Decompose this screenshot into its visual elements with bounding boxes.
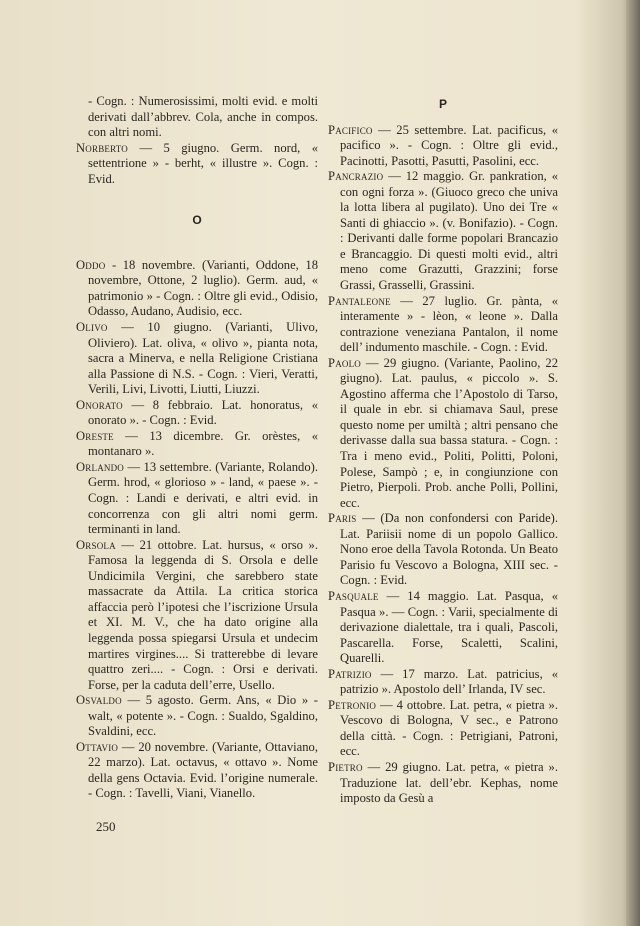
entry-pantaleone [328,294,558,356]
section-heading-p: P [438,97,447,111]
headword: Orsola [76,537,116,552]
entry-pietro [328,760,558,807]
entry-text: — (Da non confondersi con Paride). Lat. Pariisii nome di un popolo Gallico. Nono eroe della Tavola Rotonda. Un Beato Parisio fu Vescovo a Bologna, XIII sec. - Cogn. : Evid. [340,511,558,588]
entry-ottavio [76,740,318,802]
entry-paolo [328,356,558,511]
entry-patrizio [328,667,558,698]
entry-oreste [76,429,318,460]
entry-text: - 18 novembre. (Varianti, Oddone, 18 novembre, Ottone, 2 luglio). Germ. aud, « patrimonio » - Cogn. : Oltre gli evid., Odisio, Odasso, Audano, Audisio, ecc. [88,257,318,319]
entry-text: — 5 agosto. Germ. Ans, « Dio » - walt, « potente ». - Cogn. : Sualdo, Sgaldino, Svaldini, ecc. [88,693,318,739]
entry-pacifico [328,123,558,170]
entry-olivo [76,320,318,398]
entry-text: — 13 settembre. (Variante, Rolando). Germ. hrod, « glorioso » - land, « paese ». - Cogn. : Landi e derivati, e altri evid. in concorrenza con gli altri nomi germ. terminanti in land. [88,459,318,537]
headword: Oreste [76,428,114,443]
entry-pancrazio [328,169,558,293]
entry-oddo [76,258,318,320]
headword: Olivo [76,320,108,335]
page-number: 250 [96,819,116,834]
headword: Osvaldo [76,693,122,708]
entry-text: — 10 giugno. (Varianti, Ulivo, Oliviero). Lat. oliva, « olivo », pianta nota, sacra a Minerva, e nella Religione Cristiana alla Passione di N.S. - Cogn. : Vieri, Veratti, Verili, Livi, Livotti, Liutti, Liuzzi. [88,320,318,397]
headword: Paolo [328,355,362,370]
headword: Paris [328,511,357,526]
entry-norberto [76,141,318,188]
entry-onorato [76,398,318,429]
headword: Petronio [328,697,377,712]
entry-text: — 29 giugno. Lat. petra, « pietra ». Traduzione lat. dell’ebr. Kephas, nome imposto da Gesù a [340,759,558,806]
headword: Pancrazio [328,169,384,184]
entry-text: — 17 marzo. Lat. patricius, « patrizio ». Apostolo dell’ Irlanda, IV sec. [340,666,558,697]
headword: Patrizio [328,666,372,681]
headword: Pacifico [328,122,373,137]
headword: Pantaleone [328,293,391,308]
entry-paris [328,511,558,589]
entry-text: — 27 luglio. Gr. pànta, « interamente » - lèon, « leone ». Dalla contrazione veneziana Pantalon, il nome dell’ indumento maschile. - Cogn. : Evid. [340,293,558,355]
entry-text: — 13 dicembre. Gr. orèstes, « montanaro ». [88,428,318,459]
headword: Pietro [328,759,363,774]
entry-osvaldo [76,693,318,740]
page-edge [626,0,640,926]
entry-text: — 12 maggio. Gr. pankration, « con ogni forza ». (Giuoco greco che univa la lotta libera al pugilato). Uno dei Tre « Santi di ghiaccio ». (v. Bonifazio). - Cogn. : Derivanti dalle forme popolari Brancazio e Brancaggio. Di questi molti evid., altri meno come Grazutti, Grazzini; forse Grassi, Grasselli, Grassini. [340,169,558,293]
headword: Orlando [76,459,124,474]
headword: Ottavio [76,739,119,754]
entry-orsola [76,538,318,693]
entry-text: — 25 settembre. Lat. pacificus, « pacifico ». - Cogn. : Oltre gli evid., Pacinotti, Pasotti, Pasutti, Pasolini, ecc. [340,122,558,168]
entry-text: — 8 febbraio. Lat. honoratus, « onorato ». - Cogn. : Evid. [88,397,318,428]
headword: Norberto [76,140,128,155]
left-column [76,94,318,802]
continuation-text: - Cogn. : Numerosissimi, molti evid. e molti derivati dall’abbrev. Cola, anche in compos. con altri nomi. [88,94,318,140]
entry-text: — 29 giugno. (Variante, Paolino, 22 giugno). Lat. paulus, « piccolo ». S. Agostino afferma che l’Apostolo di Tarso, il quale in ebr. si chiamava Saul, prese questo nome per umiltà ; altri pensano che derivasse dalla sua bassa statura. - Cogn. : Tra i meno evid., Politi, Politti, Poloni, Polese, Sampò ; e, in congiunzione con Pietro, Pierpoli. Prob. anche Polli, Pollini, ecc. [340,355,558,510]
entry-text: — 21 ottobre. Lat. hursus, « orso ». Famosa la leggenda di S. Orsola e delle Undicimila Vergini, che sarebbero state massacrate da Attila. La critica storica affaccia però l’ipotesi che l’iscrizione Ursula et XI. M. V., che ha dato origine alla leggenda possa spiegarsi Ursula et undecim martires virgines.... Si tratterebbe di levare quattro zeri.... - Cogn. : Orsi e derivati. Forse, per la caduta dell’erre, Usello. [88,537,318,692]
entry-text: — 5 giugno. Germ. nord, « settentrione » - berht, « illustre ». Cogn. : Evid. [88,140,318,186]
right-column [328,94,558,807]
headword: Onorato [76,397,123,412]
entry-text: — 4 ottobre. Lat. petra, « pietra ». Vescovo di Bologna, V sec., e Patrono della città. - Cogn. : Petrigiani, Patroni, ecc. [340,697,558,759]
entry-pasquale [328,589,558,667]
section-heading-o: O [192,213,202,228]
headword: Oddo [76,257,106,272]
entry-orlando [76,460,318,538]
headword: Pasquale [328,588,379,603]
entry-text: — 14 maggio. Lat. Pasqua, « Pasqua ». — Cogn. : Varii, specialmente di derivazione dialettale, tra i quali, Pascoli, Pascarella. Forse, Scaletti, Scalini, Quarelli. [340,588,558,666]
entry-petronio [328,698,558,760]
entry-text: — 20 novembre. (Variante, Ottaviano, 22 marzo). Lat. octavus, « ottavo ». Nome della gens Octavia. Evid. l’origine numerale. - Cogn. : Tavelli, Viani, Vianello. [88,739,318,801]
